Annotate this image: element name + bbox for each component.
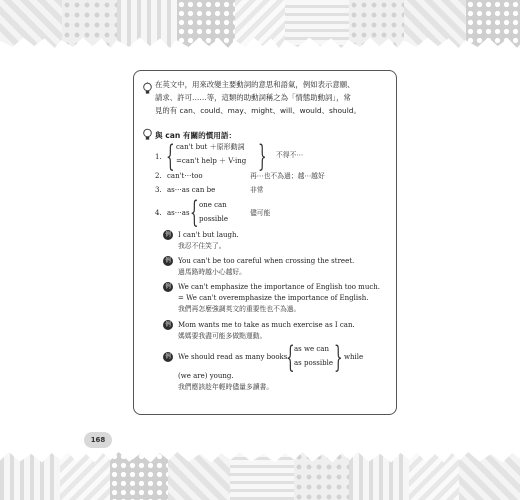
idiom-option: can't but ＋原形動詞	[176, 143, 245, 151]
right-brace: }	[258, 139, 267, 174]
idiom-number: 1.	[155, 153, 162, 161]
content-card	[133, 70, 397, 415]
example-english: I can't but laugh.	[178, 231, 239, 239]
decorative-top-band	[0, 0, 520, 48]
example-english: We can't emphasize the importance of English too much.	[178, 283, 380, 291]
idiom-option: =can't help ＋ V-ing	[176, 157, 247, 165]
page-number: 168	[84, 432, 112, 448]
example-badge: 例	[163, 320, 173, 330]
example-badge: 例	[163, 352, 173, 362]
left-brace: {	[190, 195, 199, 230]
left-brace: {	[166, 139, 175, 174]
left-brace: {	[286, 340, 295, 375]
lightbulb-icon	[142, 82, 153, 95]
idiom-phrase: can't⋯too	[167, 172, 203, 180]
example-badge: 例	[163, 256, 173, 266]
example-english: You can't be too careful when crossing the street.	[178, 257, 355, 265]
right-brace: }	[334, 340, 343, 375]
example-badge: 例	[163, 282, 173, 292]
section-heading: 與 can 有關的慣用語：	[155, 131, 237, 140]
example-chinese: 過馬路時越小心越好。	[178, 268, 246, 276]
idiom-meaning: 儘可能	[250, 209, 271, 217]
decorative-bottom-band	[0, 452, 520, 500]
lightbulb-icon	[142, 128, 153, 141]
idiom-meaning: 非常	[250, 186, 264, 194]
example-english: (we are) young.	[178, 372, 234, 380]
modal-verb-intro: 在英文中，用來改變主要動詞的意思和語氣，例如表示意願、 請求、許可……等，這類的助動詞稱之為「情態助動詞」，常 見的有 can、could、may、might、will、would、should。	[155, 80, 361, 115]
idiom-option: one can	[199, 201, 227, 209]
example-english: Mom wants me to take as much exercise as I can.	[178, 321, 355, 329]
idiom-number: 2.	[155, 172, 162, 180]
example-chinese: 我們應該趁年輕時儘量多讀書。	[178, 383, 274, 391]
idiom-number: 3.	[155, 186, 162, 194]
example-chinese: 媽媽要我盡可能多做點運動。	[178, 332, 267, 340]
example-badge: 例	[163, 230, 173, 240]
idiom-phrase: as⋯as can be	[167, 186, 216, 194]
example-english-alt: = We can't overemphasize the importance of English.	[178, 294, 369, 302]
example-english: We should read as many books	[178, 353, 288, 361]
idiom-meaning: 再⋯也不為過；越⋯越好	[250, 172, 325, 180]
example-option: as possible	[294, 359, 333, 367]
example-option: as we can	[294, 345, 329, 353]
example-chinese: 我忍不住笑了。	[178, 242, 226, 250]
idiom-option: possible	[199, 215, 228, 223]
idiom-meaning: 不得不⋯	[276, 151, 304, 159]
example-chinese: 我們再怎麼強調英文的重要性也不為過。	[178, 305, 301, 313]
idiom-phrase: as⋯as	[167, 209, 190, 217]
idiom-number: 4.	[155, 209, 162, 217]
example-english: while	[344, 353, 364, 361]
